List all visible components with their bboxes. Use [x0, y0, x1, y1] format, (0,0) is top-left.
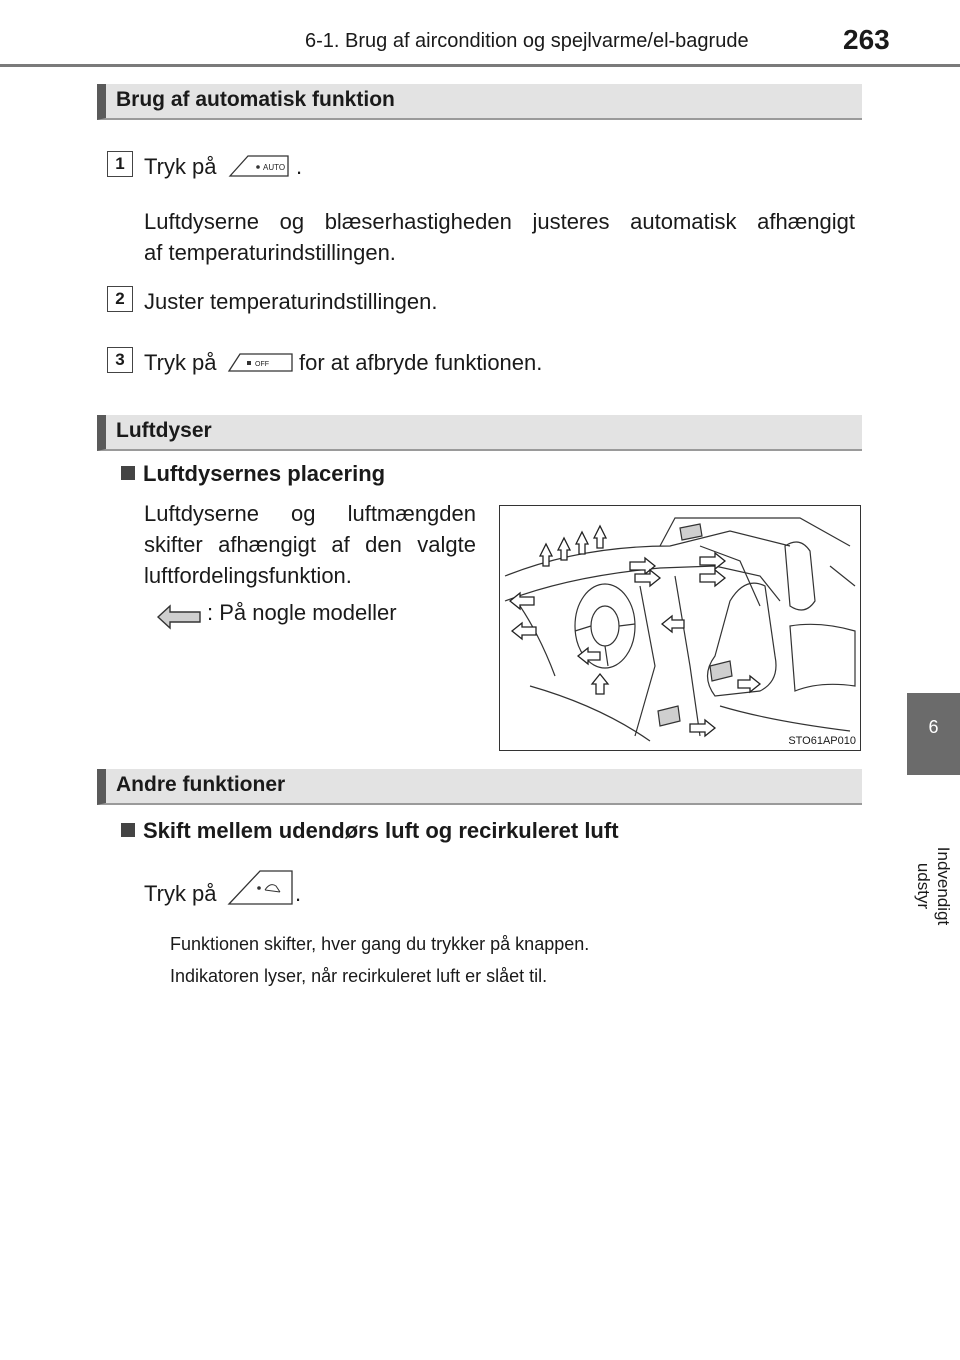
- section-title: Andre funktioner: [116, 773, 286, 796]
- step-2-text: Juster temperaturindstillingen.: [144, 289, 438, 314]
- legend-text: : På nogle modeller: [207, 600, 397, 625]
- vents-paragraph-line1: Luftdyserne og luftmængden: [144, 501, 476, 526]
- step-3-post: for at afbryde funktionen.: [299, 350, 543, 375]
- recirculation-button-icon: [226, 866, 296, 908]
- section-heading-vents: [97, 415, 862, 451]
- vent-location-figure: [499, 505, 861, 751]
- auto-button-icon: [226, 150, 296, 182]
- step-1-post: .: [296, 154, 303, 179]
- step-number-1: 1: [107, 151, 133, 177]
- header-rule: [0, 64, 960, 67]
- step-1-pre: Tryk på: [144, 154, 217, 179]
- recirc-pre: Tryk på: [144, 881, 217, 906]
- auto-button-label: AUTO: [263, 163, 286, 172]
- vents-paragraph-line2: skifter afhængigt af den valgte: [144, 532, 476, 557]
- subheading-vent-location: [121, 461, 385, 487]
- subheading-text: Luftdysernes placering: [143, 461, 386, 486]
- step-1-description: Luftdyserne og blæserhastigheden justeres automatisk afhængigt: [144, 209, 855, 234]
- subheading-recirculation: [121, 818, 619, 844]
- off-button-icon: [226, 349, 296, 377]
- square-bullet-icon: [121, 466, 135, 480]
- chapter-label: Indvendigt udstyr: [914, 846, 953, 926]
- optional-vent-arrow-icon: [156, 604, 202, 630]
- section-title: Brug af automatisk funktion: [116, 88, 395, 111]
- section-title: Luftdyser: [116, 419, 212, 442]
- section-heading-other: [97, 769, 862, 805]
- step-number-2: 2: [107, 286, 133, 312]
- step-1-description-cont: af temperaturindstillingen.: [144, 240, 396, 265]
- step-3-pre: Tryk på: [144, 350, 217, 375]
- vents-paragraph-line3: luftfordelingsfunktion.: [144, 563, 352, 588]
- running-header: 6-1. Brug af aircondition og spejlvarme/el-bagrude: [305, 30, 749, 52]
- subheading-text: Skift mellem udendørs luft og recirkuleret luft: [143, 818, 619, 843]
- car-interior-illustration: [500, 506, 860, 750]
- figure-code: STO61AP010: [788, 735, 856, 747]
- page-number: 263: [843, 24, 890, 55]
- off-button-label: OFF: [255, 361, 269, 368]
- step-number-3: 3: [107, 347, 133, 373]
- chapter-tab: [907, 693, 960, 775]
- recirc-post: .: [295, 881, 302, 906]
- section-heading-auto: [97, 84, 862, 120]
- note-indicator: Indikatoren lyser, når recirkuleret luft er slået til.: [170, 966, 548, 986]
- chapter-number: 6: [928, 717, 939, 737]
- square-bullet-icon: [121, 823, 135, 837]
- note-switch: Funktionen skifter, hver gang du trykker på knappen.: [170, 934, 590, 954]
